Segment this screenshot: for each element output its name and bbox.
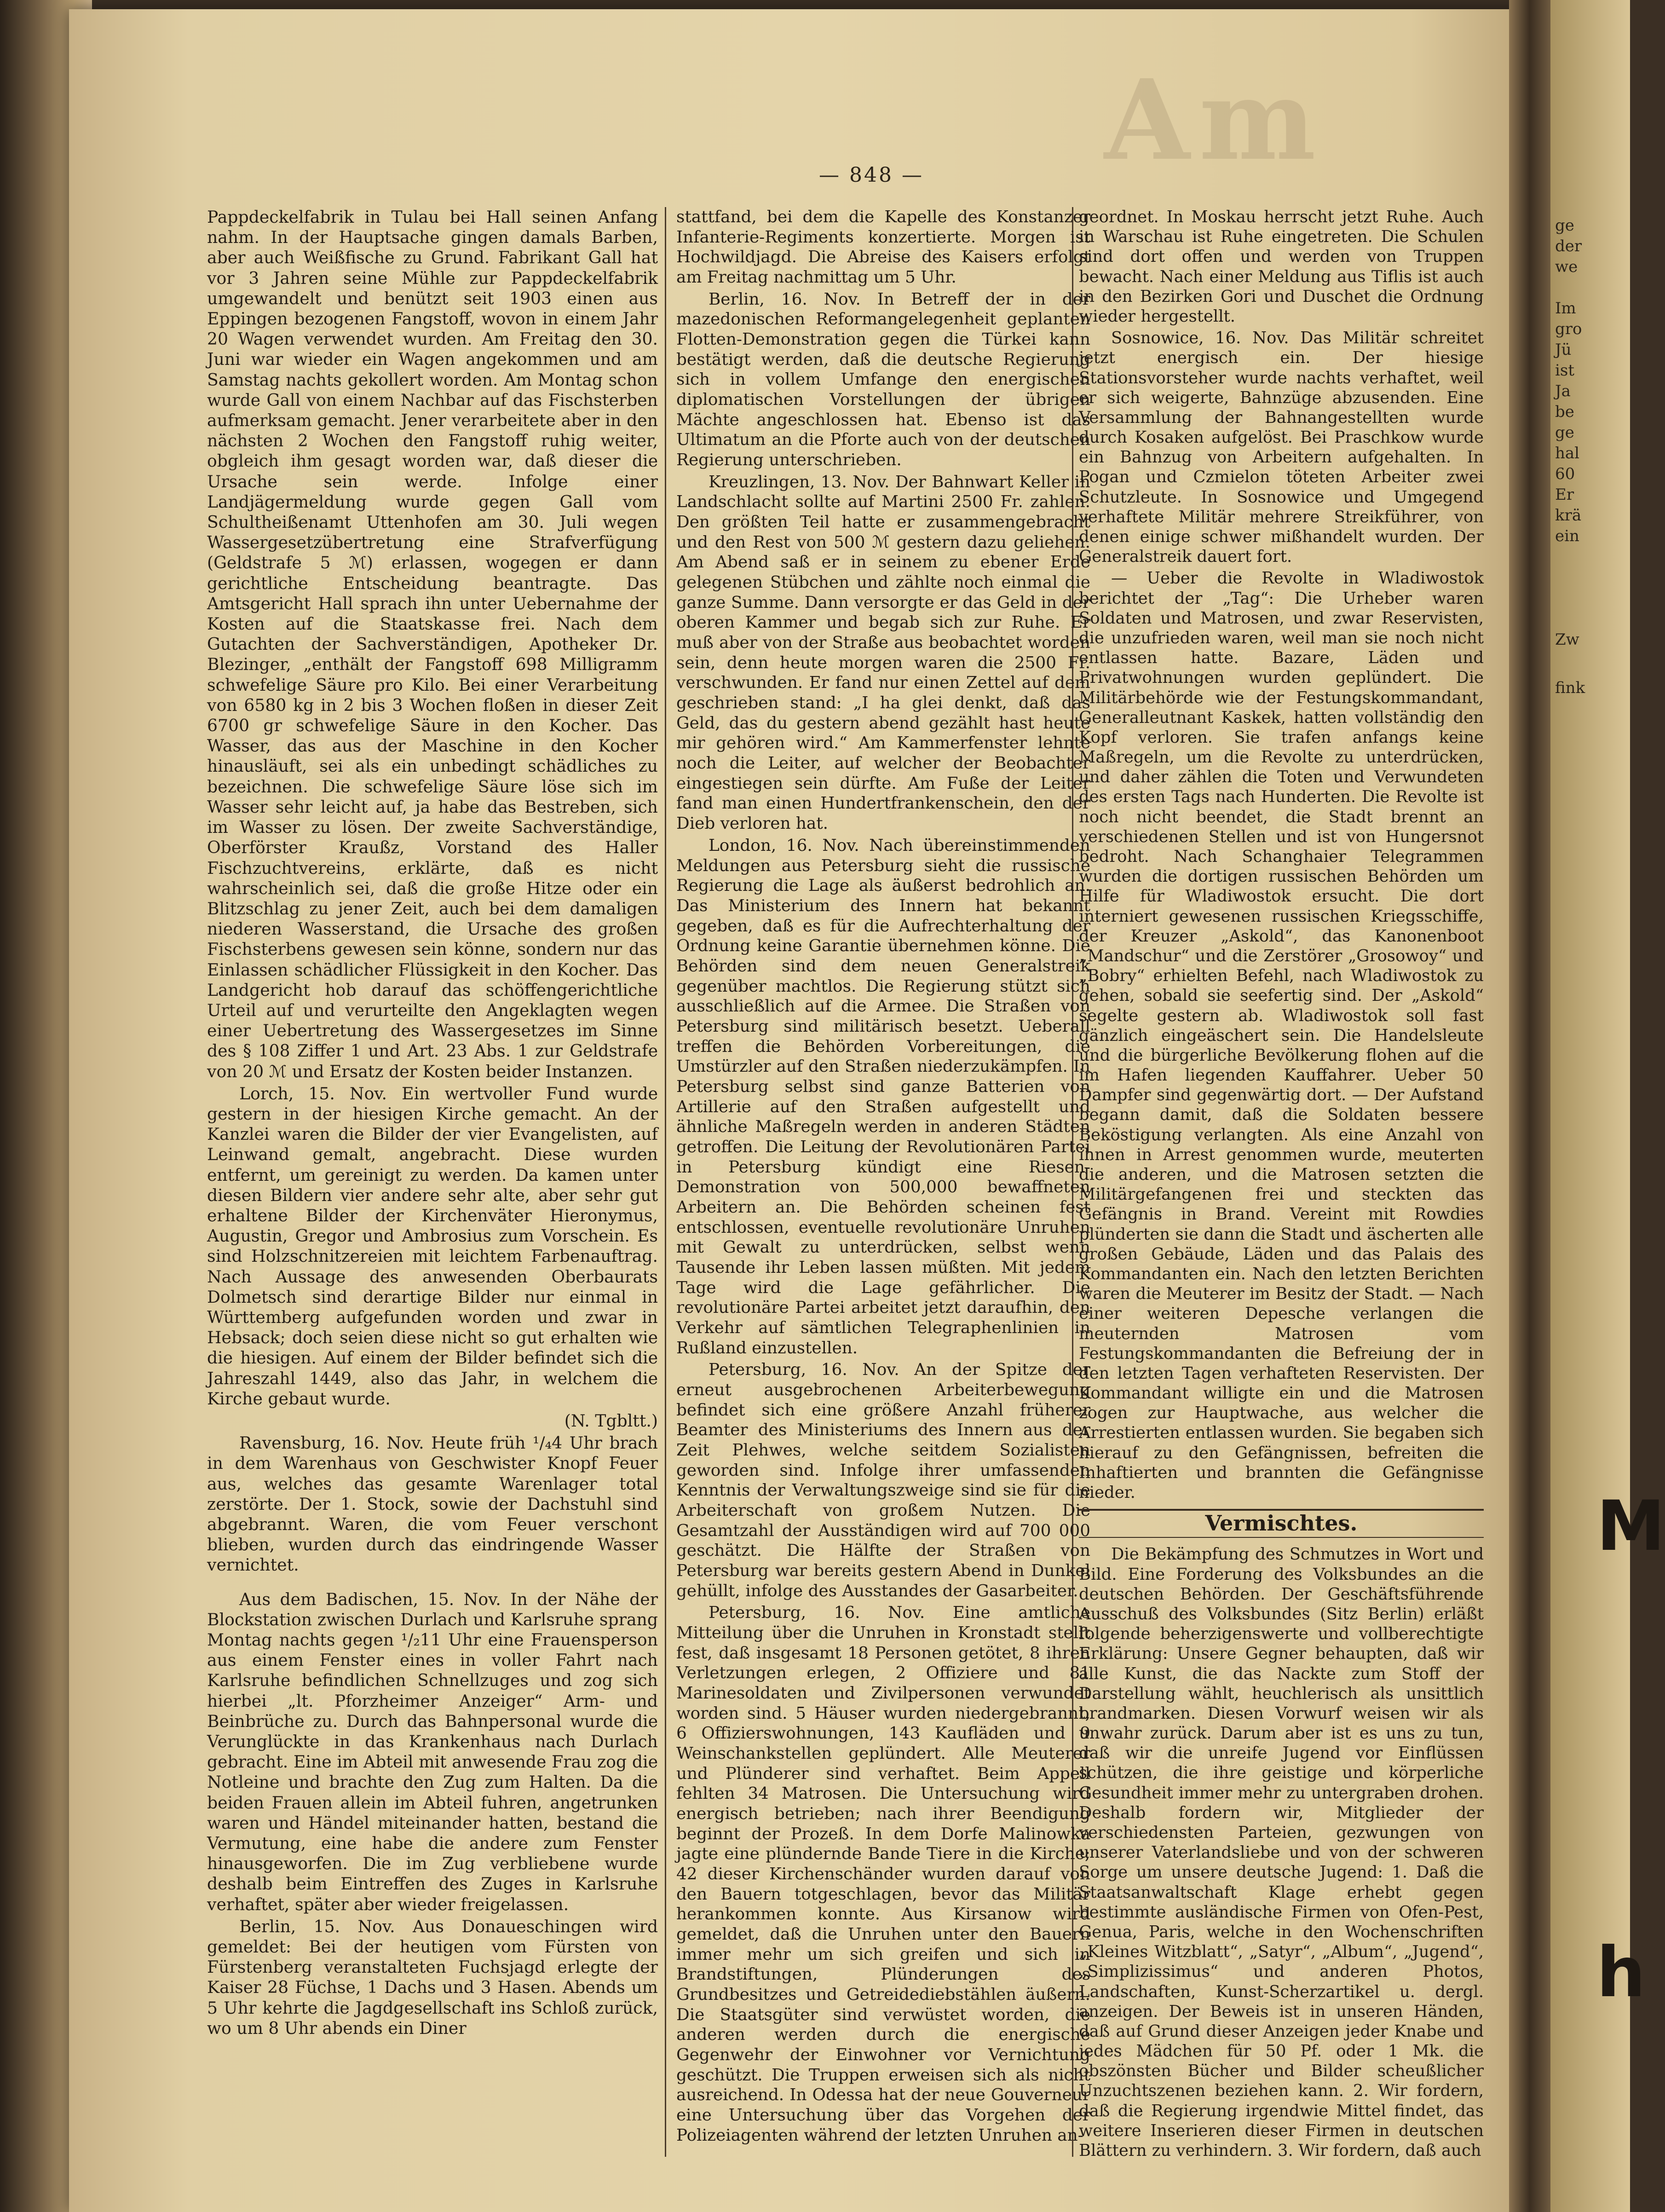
section-title: Vermischtes. — [1205, 1511, 1358, 1536]
column-1 — [207, 207, 658, 2180]
adjacent-fragment: hal — [1555, 444, 1580, 462]
adjacent-fragment: 60 — [1555, 465, 1575, 483]
article-paragraph: geordnet. In Moskau herrscht jetzt Ruhe. Auch in Warschau ist Ruhe eingetreten. Die Schulen sind dort offen und werden von Truppen bewacht. Nach einer Meldung aus Tiflis ist auch in den Bezirken Gori und Duschet die Ordnung wieder hergestellt. — [1079, 208, 1484, 326]
page-number: — 848 — — [819, 163, 924, 187]
column-rule — [665, 207, 666, 2157]
article-paragraph: Pappdeckelfabrik in Tulau bei Hall seinen Anfang nahm. In der Hauptsache gingen damals Barben, aber auch Weißfische zu Grund. Fabrikant Gall hat vor 3 Jahren seine Mühle zur Pappdeckelfabrik umgewandelt und benützt seit 1903 einen aus Eppingen bezogenen Fangstoff, wovon in einem Jahr 20 Wagen verwendet wurden. Am Freitag den 30. Juni war wieder ein Wagen angekommen und am Samstag nachts gekollert worden. Am Montag schon wurde Gall von einem Nachbar auf das Fischsterben aufmerksam gemacht. Jener verarbeitete aber in den nächsten 2 Wochen den Fangstoff ruhig weiter, obgleich ihm gesagt worden war, daß dieser die Ursache sein werde. Infolge einer Landjägermeldung wurde gegen Gall vom Schultheißenamt Uttenhofen am 30. Juli wegen Wassergesetzübertretung eine Strafverfügung (Geldstrafe 5 ℳ) erlassen, wogegen er dann gerichtliche Entscheidung beantragte. Das Amtsgericht Hall sprach ihn unter Uebernahme der Kosten auf die Staatskasse frei. Nach dem Gutachten der Sachverständigen, Apotheker Dr. Blezinger, „enthält der Fangstoff 698 Milligramm schwefelige Säure pro Kilo. Bei einer Verarbeitung von 6580 kg in 2 bis 3 Wochen floßen in dieser Zeit 6700 gr schwefelige Säure in den Kocher. Das Wasser, das aus der Maschine in den Kocher hinausläuft, sei als ein unbedingt schädliches zu bezeichnen. Die schwefelige Säure löse sich im Wasser sehr leicht auf, ja habe das Bestreben, sich im Wasser zu lösen. Der zweite Sachverständige, Oberförster Kraußz, Vorstand des Haller Fischzuchtvereins, erklärte, daß es nicht wahrscheinlich sei, daß die große Hitze oder ein Blitzschlag zu jener Zeit, auch bei dem damaligen niederen Wasserstand, die Ursache des großen Fischsterbens gewesen sein könne, sondern nur das Einlassen schädlicher Flüssigkeit in den Kocher. Das Landgericht hob darauf das schöffengerichtliche Urteil auf und verurteilte den Angeklagten wegen einer Uebertretung des Wassergesetzes im Sinne des § 108 Ziffer 1 und Art. 23 Abs. 1 zur Geldstrafe von 20 ℳ und Ersatz der Kosten beider Instanzen. — [207, 207, 658, 1081]
adjacent-fragment: fink — [1555, 679, 1585, 697]
book-gutter — [1509, 0, 1550, 2212]
adjacent-fragment: we — [1555, 258, 1578, 276]
section-divider — [1079, 1537, 1484, 1538]
adjacent-headline-letter: h — [1596, 1933, 1646, 2013]
adjacent-fragment: Jü — [1555, 341, 1572, 359]
article-paragraph: stattfand, bei dem die Kapelle des Konstanzer Infanterie-Regiments konzertierte. Morgen ist Hochwildjagd. Die Abreise des Kaisers erfolgt am Freitag nachmittag um 5 Uhr. — [676, 208, 1090, 287]
adjacent-fragment: Zw — [1555, 630, 1579, 649]
column-2 — [676, 207, 1090, 2180]
article-london: London, 16. Nov. Nach übereinstimmenden Meldungen aus Petersburg sieht die russische Regierung die Lage als äußerst bedrohlich an. Das Ministerium des Innern hat bekannt gegeben, daß es für die Aufrechterhaltung der Ordnung keine Garantie übernehmen könne. Die Behörden sind dem neuen Generalstreik gegenüber machtlos. Die Regierung stützt sich ausschließlich auf die Armee. Die Straßen von Petersburg sind militärisch besetzt. Ueberall treffen die Behörden Vorbereitungen, die Umstürzler auf den Straßen niederzukämpfen. In Petersburg selbst sind ganze Batterien von Artillerie auf den Straßen aufgestellt und ähnliche Maßregeln werden in anderen Städten getroffen. Die Leitung der Revolutionären Partei in Petersburg kündigt eine Riesen-Demonstration von 500,000 bewaffneten Arbeitern an. Die Behörden scheinen fest entschlossen, eventuelle revolutionäre Unruhen mit Gewalt zu unterdrücken, selbst wenn Tausende ihr Leben lassen müßten. Mit jedem Tage wird die Lage gefährlicher. Die revolutionäre Partei arbeitet jetzt daraufhin, den Verkehr auf sämtlichen Telegraphenlinien in Rußland einzustellen. — [676, 836, 1090, 1357]
article-badischen: Aus dem Badischen, 15. Nov. In der Nähe der Blockstation zwischen Durlach und Karlsruhe sprang Montag nachts gegen ¹/₂11 Uhr eine Frauensperson aus einem Fenster eines in voller Fahrt nach Karlsruhe befindlichen Schnellzuges und zog sich hierbei „lt. Pforzheimer Anzeiger“ Arm- und Beinbrüche zu. Durch das Bahnpersonal wurde die Verunglückte in das Krankenhaus nach Durlach gebracht. Eine im Abteil mit anwesende Frau zog die Notleine und brachte den Zug zum Halten. Da die beiden Frauen allein im Abteil fuhren, angetrunken waren und Händel miteinander hatten, bestand die Vermutung, eine habe die andere zum Fenster hinausgeworfen. Die im Zug verbliebene wurde deshalb beim Eintreffen des Zuges in Karlsruhe verhaftet, später aber wieder freigelassen. — [207, 1589, 658, 1914]
article-sosnowice: Sosnowice, 16. Nov. Das Militär schreitet jetzt energisch ein. Der hiesige Stationsvorsteher wurde nachts verhaftet, weil er sich weigerte, Bahnzüge abzusenden. Eine Versammlung der Bahnangestellten wurde durch Kosaken aufgelöst. Bei Praschkow wurde ein Bahnzug von Arbeitern aufgehalten. In Pogan und Czmielon töteten Arbeiter zwei Schutzleute. In Sosnowice und Umgegend verhaftete Militär mehrere Streikführer, von denen einige schwer mißhandelt wurden. Der Generalstreik dauert fort. — [1079, 329, 1484, 566]
article-wladiwostok: — Ueber die Revolte in Wladiwostok berichtet der „Tag“: Die Urheber waren Soldaten und Matrosen, und zwar Reservisten, die unzufrieden waren, weil man sie noch nicht entlassen hatte. Bazare, Läden und Privatwohnungen wurden geplündert. Die Militärbehörde wie der Festungskommandant, Generalleutnant Kaskek, hatten vollständig den Kopf verloren. Sie trafen anfangs keine Maßregeln, um die Revolte zu unterdrücken, und daher zählen die Toten und Verwundeten des ersten Tags nach Hunderten. Die Revolte ist noch nicht beendet, die Stadt brennt an verschiedenen Stellen und ist von Hungersnot bedroht. Nach Schanghaier Telegrammen wurden die dortigen russischen Behörden um Hilfe für Wladiwostok ersucht. Die dort interniert gewesenen russischen Kriegsschiffe, der Kreuzer „Askold“, das Kanonenboot „Mandschur“ und die Zerstörer „Grosowoy“ und „Bobry“ erhielten Befehl, nach Wladiwostok zu gehen, sobald sie seefertig sind. Der „Askold“ segelte gestern ab. Wladiwostok soll fast gänzlich eingeäschert sein. Die Handelsleute und die bürgerliche Bevölkerung flohen auf die im Hafen liegenden Kauffahrer. Ueber 50 Dampfer sind gegenwärtig dort. — Der Aufstand begann damit, daß die Soldaten bessere Beköstigung verlangten. Als eine Anzahl von ihnen in Arrest genommen wurde, meuterten die anderen, und die Matrosen setzten die Militärgefangenen frei und steckten das Gefängnis in Brand. Vereint mit Rowdies plünderten sie dann die Stadt und äscherten alle großen Gebäude, Läden und das Palais des Kommandanten ein. Nach den letzten Berichten waren die Meuterer im Besitz der Stadt. — Nach einer weiteren Depesche verlangen die meuternden Matrosen vom Festungskommandanten die Befreiung der in den letzten Tagen verhafteten Reservisten. Der Kommandant willigte ein und die Matrosen zogen zur Hauptwache, aus welcher die Arrestierten entlassen wurden. Sie begaben sich hierauf zu den Gefängnissen, befreiten die Inhaftierten und brannten die Gefängnisse nieder. — [1079, 569, 1484, 1502]
adjacent-fragment: ein — [1555, 527, 1579, 545]
article-petersburg-2: Petersburg, 16. Nov. Eine amtliche Mitteilung über die Unruhen in Kronstadt stellt fest, daß insgesamt 18 Personen getötet, 8 ihren Verletzungen erlegen, 2 Offiziere und 81 Marinesoldaten und Zivilpersonen verwundet worden sind. 5 Häuser wurden niedergebrannt, 6 Offizierswohnungen, 143 Kaufläden und 9 Weinschankstellen geplündert. Alle Meuterer und Plünderer sind verhaftet. Beim Appell fehlten 34 Matrosen. Die Untersuchung wird energisch betrieben; nach ihrer Beendigung beginnt der Prozeß. In dem Dorfe Malinowka jagte eine plündernde Bande Tiere in die Kirche; 42 dieser Kirchenschänder wurden darauf von den Bauern totgeschlagen, bevor das Militär herankommen konnte. Aus Kirsanow wird gemeldet, daß die Unruhen unter den Bauern immer mehr um sich greifen und sich in Brandstiftungen, Plünderungen des Grundbesitzes und Getreidediebstählen äußern. Die Staatsgüter sind verwüstet worden, die anderen werden durch die energische Gegenwehr der Einwohner vor Vernichtung geschützt. Die Truppen erweisen sich als nicht ausreichend. In Odessa hat der neue Gouverneur eine Untersuchung über das Vorgehen der Polizeiagenten während der letzten Unruhen an- — [676, 1603, 1090, 2145]
adjacent-fragment: gro — [1555, 320, 1582, 338]
source-signature: (N. Tgbltt.) — [564, 1410, 658, 1431]
adjacent-fragment: ge — [1555, 423, 1574, 442]
article-berlin-flotten: Berlin, 16. Nov. In Betreff der in der mazedonischen Reformangelegenheit geplanten Flotten-Demonstration gegen die Türkei kann bestätigt werden, daß die deutsche Regierung sich in vollem Umfange den energischen diplomatischen Vorstellungen der übrigen Mächte angeschlossen hat. Ebenso ist das Ultimatum an die Pforte auch von der deutschen Regierung unterschrieben. — [676, 289, 1090, 470]
adjacent-fragment: Im — [1555, 299, 1576, 318]
article-berlin-donaueschingen: Berlin, 15. Nov. Aus Donaueschingen wird gemeldet: Bei der heutigen vom Fürsten von Fürstenberg veranstalteten Fuchsjagd erlegte der Kaiser 28 Füchse, 1 Dachs und 3 Hasen. Abends um 5 Uhr kehrte die Jagdgesellschaft ins Schloß zurück, wo um 8 Uhr abends ein Diner — [207, 1916, 658, 2038]
adjacent-fragment: krä — [1555, 506, 1582, 525]
article-lorch: Lorch, 15. Nov. Ein wertvoller Fund wurde gestern in der hiesigen Kirche gemacht. An der Kanzlei waren die Bilder der vier Evangelisten, auf Leinwand gemalt, angebracht. Diese wurden entfernt, um gereinigt zu werden. Da kamen unter diesen Bildern vier andere sehr alte, aber sehr gut erhaltene Bilder der Kirchenväter Hieronymus, Augustin, Gregor und Ambrosius zum Vorschein. Es sind Holzschnitzereien mit leichtem Farbenauftrag. Nach Aussage des anwesenden Oberbaurats Dolmetsch sind derartige Bilder nur einmal in Württemberg aufgefunden worden und zwar in Hebsack; doch seien diese nicht so gut erhalten wie die hiesigen. Auf einem der Bilder befindet sich die Jahreszahl 1449, also das Jahr, in welchem die Kirche gebaut wurde. — [207, 1083, 658, 1409]
article-ravensburg: Ravensburg, 16. Nov. Heute früh ¹/₄4 Uhr brach in dem Warenhaus von Geschwister Knopf Feuer aus, welches das gesamte Warenlager total zerstörte. Der 1. Stock, sowie der Dachstuhl sind abgebrannt. Waren, die vom Feuer verschont blieben, wurden durch das eindringende Wasser vernichtet. — [207, 1433, 658, 1575]
adjacent-fragment: ist — [1555, 361, 1574, 380]
article-kreuzlingen: Kreuzlingen, 13. Nov. Der Bahnwart Keller in Landschlacht sollte auf Martini 2500 Fr. zahlen. Den größten Teil hatte er zusammengebracht und den Rest von 500 ℳ gestern dazu geliehen. Am Abend saß er in seinem zu ebener Erde gelegenen Stübchen und zählte noch einmal die ganze Summe. Dann versorgte er das Geld in der oberen Kammer und begab sich zur Ruhe. Er muß aber von der Straße aus beobachtet worden sein, denn heute morgen waren die 2500 Fr. verschwunden. Er fand nur einen Zettel auf dem geschrieben stand: „I ha glei denkt, daß das Geld, das du gestern abend gezählt hast heute mir gehören wird.“ Am Kammerfenster lehnte noch die Leiter, auf welcher der Beobachter eingestiegen sein dürfte. Am Fuße der Leiter fand man einen Hundertfrankenschein, den der Dieb verloren hat. — [676, 472, 1090, 833]
adjacent-page — [1550, 0, 1665, 2212]
adjacent-fragment: Er — [1555, 485, 1574, 504]
adjacent-fragment: be — [1555, 403, 1574, 421]
adjacent-fragment: der — [1555, 237, 1582, 255]
article-schmutz: Die Bekämpfung des Schmutzes in Wort und Bild. Eine Forderung des Volksbundes an die deutschen Behörden. Der Geschäftsführende Ausschuß des Volksbundes (Sitz Berlin) erläßt folgende beherzigenswerte und vollberechtigte Erklärung: Unsere Gegner behaupten, daß wir alle Kunst, die das Nackte zum Stoff der Darstellung wählt, heuchlerisch als unsittlich brandmarken. Diesen Vorwurf weisen wir als unwahr zurück. Darum aber ist es uns zu tun, daß wir die unreife Jugend vor Einflüssen schützen, die ihre geistige und körperliche Gesundheit immer mehr zu untergraben drohen. Deshalb fordern wir, Mitglieder der verschiedensten Parteien, gezwungen von unserer Vaterlandsliebe und von der schweren Sorge um unsere deutsche Jugend: 1. Daß die Staatsanwaltschaft Klage erhebt gegen bestimmte ausländische Firmen von Ofen-Pest, Genua, Paris, welche in den Wochenschriften „Kleines Witzblatt“, „Satyr“, „Album“, „Jugend“, „Simplizissimus“ und anderen Photos, Landschaften, Kunst-Scherzartikel u. dergl. anzeigen. Der Beweis ist in unseren Händen, daß auf Grund dieser Anzeigen jeder Knabe und jedes Mädchen für 50 Pf. oder 1 Mk. die obszönsten Bücher und Bilder scheußlicher Unzuchtszenen beziehen kann. 2. Wir fordern, daß die Regierung irgendwie Mittel findet, das weitere Inserieren dieser Firmen in deutschen Blättern zu verhindern. 3. Wir fordern, daß auch — [1079, 1545, 1484, 2160]
column-3 — [1079, 207, 1484, 2180]
show-through-text: Am — [1104, 55, 1325, 185]
adjacent-fragment: ge — [1555, 216, 1574, 235]
article-petersburg-1: Petersburg, 16. Nov. An der Spitze der erneut ausgebrochenen Arbeiterbewegung befindet sich eine größere Anzahl früherer Beamter des Ministeriums des Innern aus der Zeit Plehwes, welche seitdem Sozialisten geworden sind. Infolge ihrer umfassenden Kenntnis der Verwaltungszweige sind sie für die Arbeiterschaft von großem Nutzen. Die Gesamtzahl der Ausständigen wird auf 700 000 geschätzt. Die Hälfte der Straßen von Petersburg war bereits gestern Abend in Dunkel gehüllt, infolge des Ausstandes der Gasarbeiter. — [676, 1360, 1090, 1600]
adjacent-fragment: Ja — [1555, 382, 1571, 400]
adjacent-headline-letter: M — [1596, 1486, 1665, 1566]
